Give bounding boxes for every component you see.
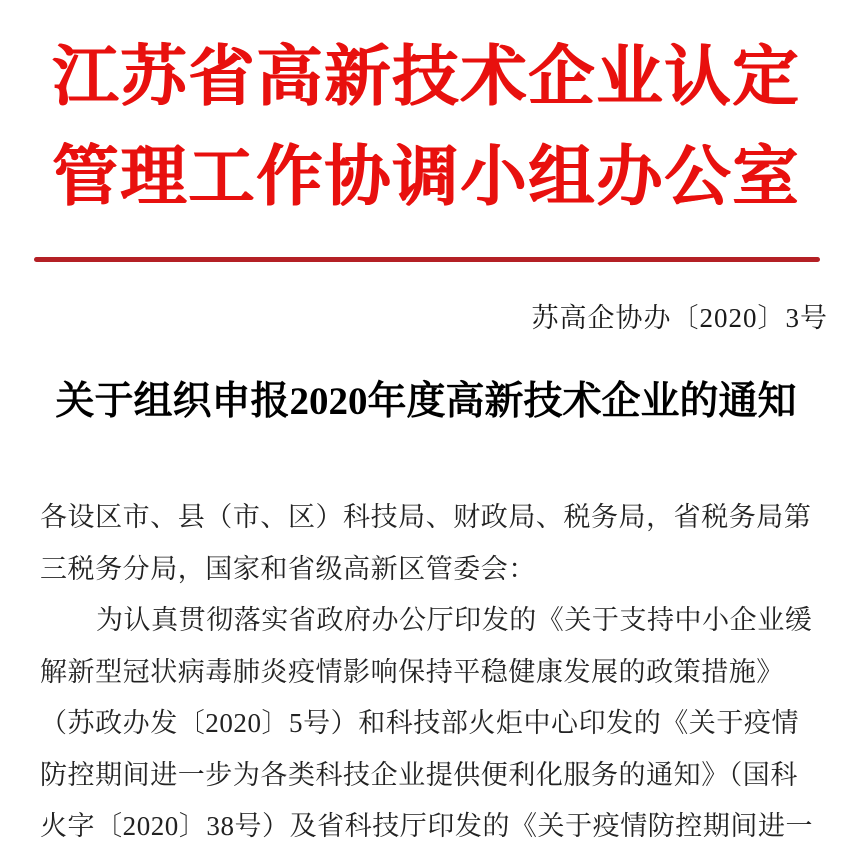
agency-name-line-1: 江苏省高新技术企业认定 [52, 41, 800, 114]
red-divider-rule [34, 257, 820, 262]
document-body [40, 492, 814, 852]
agency-name-line-2: 管理工作协调小组办公室 [52, 141, 800, 214]
issuing-agency-header [0, 28, 852, 228]
body-line-paragraph-4: 防控期间进一步为各类科技企业提供便利化服务的通知》（国科 [40, 759, 798, 790]
body-line-paragraph-5: 火字〔2020〕38号）及省科技厅印发的《关于疫情防控期间进一 [40, 811, 814, 841]
body-line-paragraph-1: 为认真贯彻落实省政府办公厅印发的《关于支持中小企业缓 [96, 605, 813, 635]
document-title: 关于组织申报2020年度高新技术企业的通知 [55, 380, 797, 423]
document-reference-number: 苏高企协办〔2020〕3号 [531, 303, 828, 333]
body-line-addressees-1: 各设区市、县（市、区）科技局、财政局、税务局，省税务局第 [40, 502, 812, 532]
body-line-addressees-2: 三税务分局，国家和省级高新区管委会： [40, 553, 536, 584]
body-line-paragraph-2: 解新型冠状病毒肺炎疫情影响保持平稳健康发展的政策措施》 [40, 656, 784, 687]
body-line-paragraph-3: （苏政办发〔2020〕5号）和科技部火炬中心印发的《关于疫情 [40, 708, 799, 738]
